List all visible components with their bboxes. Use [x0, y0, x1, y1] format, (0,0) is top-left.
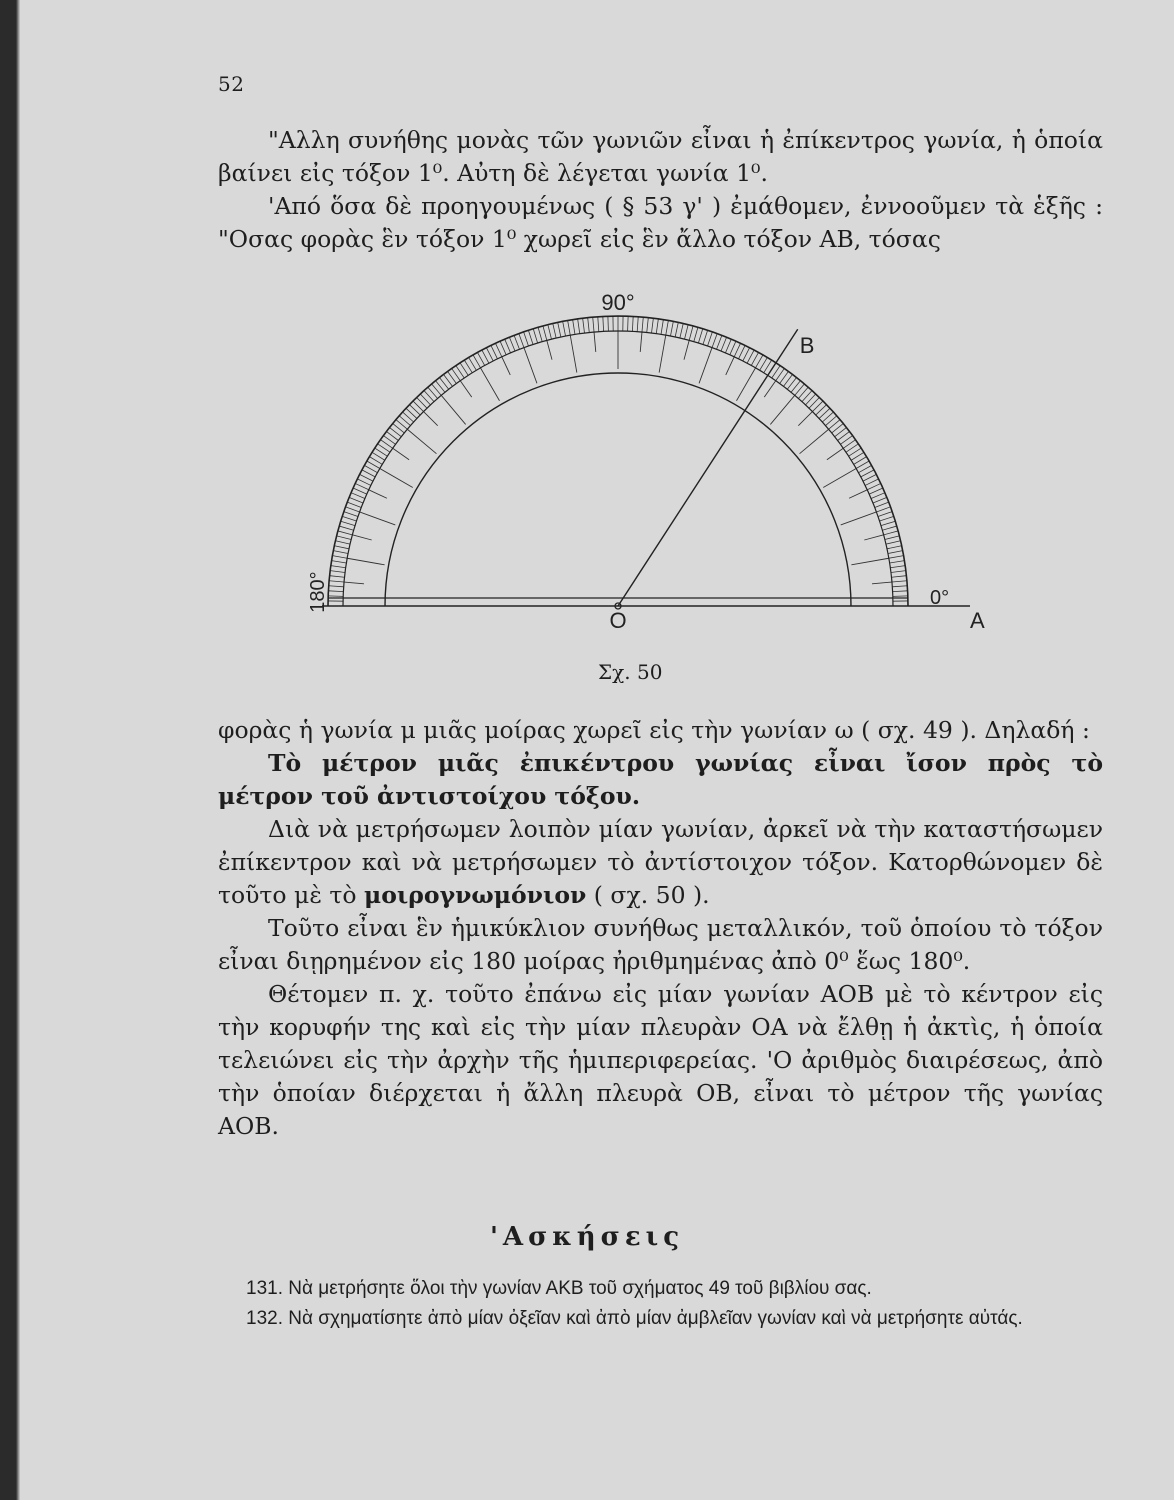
degree-tick: [666, 320, 669, 335]
degree-tick: [364, 465, 377, 472]
major-tick: [407, 429, 436, 453]
degree-tick: [661, 320, 663, 335]
degree-tick: [675, 322, 678, 337]
major-tick: [502, 357, 510, 375]
degree-tick: [339, 526, 353, 530]
text-middle: [218, 714, 1103, 1143]
degree-tick: [880, 516, 894, 521]
exercise-item-132: 132. Νὰ σχηματίσητε ἀπὸ μίαν ὀξεῖαν καὶ ἀπὸ μίαν ἀμβλεῖαν γωνίαν καὶ νὰ μετρήσητε αὐτάς.: [246, 1308, 1023, 1329]
major-tick: [864, 535, 883, 540]
degree-tick: [334, 546, 349, 549]
degree-tick: [328, 591, 343, 592]
degree-tick: [859, 465, 872, 472]
degree-tick: [865, 479, 878, 486]
degree-tick: [548, 325, 552, 340]
major-tick: [441, 395, 465, 424]
figure-caption: Σχ. 50: [598, 660, 663, 684]
degree-tick: [337, 536, 352, 540]
major-tick: [726, 357, 734, 375]
major-tick: [393, 448, 409, 459]
degree-tick: [888, 551, 903, 554]
degree-tick: [505, 339, 511, 353]
degree-tick: [689, 326, 693, 340]
degree-tick: [694, 327, 698, 341]
degree-tick: [603, 316, 604, 331]
paragraph-protractor-description: Τοῦτο εἶναι ἓν ἡμικύκλιον συνήθως μεταλλικόν, τοῦ ὁποίου τὸ τόξον εἶναι διῃρημένον εἰς 180 μοίρας ἠριθμημένας ἀπὸ 0⁰ ἕως 180⁰.: [218, 914, 1103, 975]
major-tick: [800, 429, 829, 453]
degree-tick: [528, 330, 533, 344]
degree-tick: [608, 316, 609, 331]
degree-tick: [568, 320, 571, 335]
major-tick: [823, 469, 856, 488]
protractor-scale-arc: [343, 331, 893, 606]
degree-tick: [637, 317, 638, 332]
major-tick: [380, 469, 413, 488]
major-tick: [684, 340, 689, 359]
major-tick: [827, 448, 843, 459]
degree-tick: [330, 576, 345, 578]
degree-tick: [338, 531, 352, 535]
degree-tick: [362, 470, 375, 477]
paragraph-measuring-procedure: Θέτομεν π. χ. τοῦτο ἐπάνω εἰς μίαν γωνίαν ΑΟΒ μὲ τὸ κέντρον εἰς τὴν κορυφήν της καὶ εἰς τὴν μίαν πλευρὰν ΟΑ νὰ ἔλθῃ ἡ ἀκτὶς, ἡ ὁποία τελειώνει εἰς τὴν ἀρχὴν τῆς ἡμιπεριφερείας. 'Ο ἀριθμὸς διαιρέσεως, ἀπὸ τὴν ὁποίαν διέρχεται ἡ ἄλλη πλευρὰ ΟΒ, εἶναι τὸ μέτρον τῆς γωνίας ΑΟΒ.: [218, 980, 1103, 1140]
exercise-item-131: 131. Νὰ μετρήσητε ὅλοι τὴν γωνίαν ΑΚΒ τοῦ σχήματος 49 τοῦ βιβλίου σας.: [246, 1278, 872, 1299]
degree-tick: [892, 586, 907, 587]
degree-tick: [869, 488, 883, 494]
degree-tick: [538, 327, 542, 341]
label-point-O: O: [609, 608, 627, 633]
major-tick: [699, 348, 712, 384]
degree-tick: [725, 339, 731, 353]
degree-tick: [890, 561, 905, 563]
major-tick: [360, 512, 396, 525]
degree-tick: [670, 321, 673, 336]
major-tick: [798, 412, 812, 426]
degree-tick: [341, 521, 355, 525]
major-tick: [659, 335, 666, 372]
paragraph-arc-measure-intro: 'Από ὅσα δὲ προηγουμένως ( § 53 γ' ) ἐμάθομεν, ἐννοοῦμεν τὰ ἑξῆς : "Οσας φορὰς ἓν τόξον 1⁰ χωρεῖ εἰς ἓν ἄλλο τόξον ΑΒ, τόσας: [218, 192, 1103, 253]
degree-tick: [893, 596, 908, 597]
degree-tick: [863, 474, 876, 481]
degree-tick: [500, 341, 506, 355]
major-tick: [344, 582, 364, 584]
degree-tick: [353, 488, 367, 494]
degree-tick: [891, 576, 906, 578]
degree-tick: [708, 332, 713, 346]
degree-tick: [698, 329, 702, 343]
degree-tick: [871, 493, 885, 499]
degree-tick: [578, 319, 580, 334]
degree-tick: [583, 318, 585, 333]
major-tick: [770, 395, 794, 424]
degree-tick: [345, 507, 359, 512]
degree-tick: [892, 581, 907, 582]
degree-tick: [328, 596, 343, 597]
degree-tick: [751, 352, 758, 365]
degree-tick: [867, 483, 881, 489]
degree-tick: [712, 333, 717, 347]
exercises-list: [218, 1274, 1103, 1334]
degree-tick: [703, 330, 708, 344]
major-tick: [737, 368, 756, 401]
degree-tick: [743, 348, 750, 361]
degree-tick: [656, 319, 658, 334]
major-tick: [424, 412, 438, 426]
label-90-degrees: 90°: [601, 290, 635, 315]
label-0-degrees: 0°: [930, 587, 950, 609]
degree-tick: [519, 333, 524, 347]
paragraph-protractor-use: [218, 813, 1103, 912]
term-protractor: μοιρογνωμόνιον: [364, 881, 587, 909]
major-tick: [481, 368, 500, 401]
degree-tick: [486, 348, 493, 361]
degree-tick: [891, 571, 906, 573]
degree-tick: [491, 345, 498, 358]
degree-tick: [329, 581, 344, 582]
degree-tick: [524, 332, 529, 346]
degree-tick: [495, 343, 501, 357]
degree-tick: [563, 321, 566, 336]
degree-tick: [884, 531, 898, 535]
major-tick: [594, 332, 596, 352]
paragraph-protractor-ref: ( σχ. 50 ).: [586, 881, 710, 909]
major-tick: [570, 335, 577, 372]
degree-tick: [332, 561, 347, 563]
major-tick: [369, 490, 387, 498]
major-tick: [872, 582, 892, 584]
degree-tick: [329, 586, 344, 587]
degree-tick: [477, 352, 484, 365]
degree-tick: [642, 317, 643, 332]
major-tick: [547, 340, 552, 359]
degree-tick: [357, 479, 370, 486]
degree-tick: [333, 551, 348, 554]
degree-tick: [573, 320, 575, 335]
degree-tick: [331, 566, 346, 568]
degree-tick: [685, 325, 689, 340]
degree-tick: [881, 521, 895, 525]
degree-tick: [588, 318, 590, 333]
degree-tick: [330, 571, 345, 573]
degree-tick: [875, 502, 889, 507]
degree-tick: [628, 316, 629, 331]
degree-tick: [885, 536, 900, 540]
degree-tick: [509, 337, 515, 351]
degree-tick: [861, 470, 874, 477]
protractor-figure: [290, 290, 1050, 690]
exercises-heading: 'Ασκήσεις: [489, 1222, 685, 1252]
degree-tick: [482, 350, 489, 363]
degree-tick: [878, 512, 892, 517]
degree-tick: [360, 474, 373, 481]
degree-tick: [734, 343, 740, 357]
major-tick: [841, 512, 877, 525]
degree-tick: [632, 316, 633, 331]
degree-tick: [887, 546, 902, 549]
degree-tick: [882, 526, 896, 530]
degree-tick: [889, 556, 904, 559]
major-tick: [640, 332, 642, 352]
degree-tick: [721, 337, 727, 351]
major-tick: [352, 535, 371, 540]
degree-tick: [730, 341, 736, 355]
degree-tick: [344, 512, 358, 517]
major-tick: [764, 381, 775, 397]
degree-tick: [514, 335, 519, 349]
label-180-degrees: 180°: [307, 571, 329, 613]
degree-tick: [890, 566, 905, 568]
theorem-statement: Τὸ μέτρον μιᾶς ἐπικέντρου γωνίας εἶναι ἴσον πρὸς τὸ μέτρον τοῦ ἀντιστοίχου τόξου.: [218, 749, 1103, 810]
degree-tick: [893, 591, 908, 592]
degree-tick: [747, 350, 754, 363]
page-number: 52: [218, 72, 245, 96]
paragraph-unit-of-angles: "Αλλη συνήθης μονὰς τῶν γωνιῶν εἶναι ἡ ἐπίκεντρος γωνία, ἡ ὁποία βαίνει εἰς τόξον 1⁰. Αὐτη δὲ λέγεται γωνία 1⁰.: [218, 126, 1103, 187]
degree-tick: [558, 322, 561, 337]
degree-tick: [886, 541, 901, 544]
protractor-diagram: [290, 290, 1050, 690]
degree-tick: [335, 541, 350, 544]
degree-tick: [598, 317, 599, 332]
degree-tick: [349, 497, 363, 503]
degree-tick: [543, 326, 547, 340]
major-tick: [460, 381, 471, 397]
degree-tick: [332, 556, 347, 559]
paragraph-continuation: φορὰς ἡ γωνία μ μιᾶς μοίρας χωρεῖ εἰς τὴν γωνίαν ω ( σχ. 49 ). Δηλαδή :: [218, 716, 1090, 744]
degree-tick: [355, 483, 369, 489]
degree-tick: [351, 493, 365, 499]
degree-tick: [342, 516, 356, 521]
degree-tick: [347, 502, 361, 507]
text-top: [218, 124, 1103, 256]
degree-tick: [647, 318, 649, 333]
degree-tick: [876, 507, 890, 512]
ray-OB: [618, 329, 798, 606]
major-tick: [524, 348, 537, 384]
label-point-B: B: [799, 333, 815, 359]
major-tick: [851, 558, 888, 565]
protractor-tick-marks: [328, 316, 908, 606]
degree-tick: [553, 323, 556, 338]
degree-tick: [717, 335, 722, 349]
major-tick: [347, 558, 384, 565]
degree-tick: [593, 317, 594, 332]
degree-tick: [533, 329, 537, 343]
degree-tick: [652, 318, 654, 333]
degree-tick: [739, 345, 746, 358]
degree-tick: [680, 323, 683, 338]
major-tick: [849, 490, 867, 498]
degree-tick: [873, 497, 887, 503]
label-point-A: A: [970, 608, 985, 633]
paragraph-protractor-use-text: Διὰ νὰ μετρήσωμεν λοιπὸν μίαν γωνίαν, ἀρκεῖ νὰ τὴν καταστήσωμεν ἐπίκεντρον καὶ νὰ μετρήσωμεν τὸ ἀντίστοιχον τόξον. Κατορθώνομεν δὲ τοῦτο μὲ τὸ: [218, 815, 1103, 909]
protractor-inner-arc: [385, 373, 851, 606]
